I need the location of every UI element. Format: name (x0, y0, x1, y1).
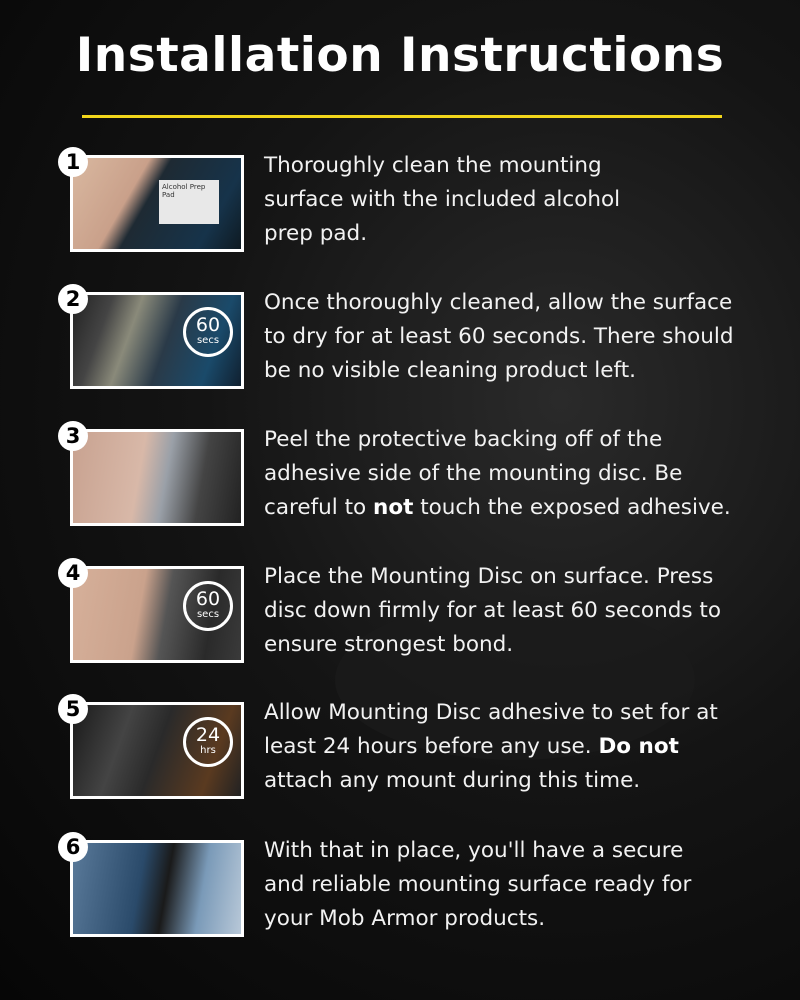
step-photo (70, 702, 244, 799)
step-4 (60, 561, 760, 676)
step-photo (70, 429, 244, 526)
step-number-badge: 4 (58, 558, 88, 588)
timer-unit: secs (196, 335, 220, 346)
timer-value: 24 (195, 724, 221, 746)
title-underline (82, 115, 722, 118)
timer-icon (183, 581, 233, 631)
timer-value: 60 (195, 588, 221, 610)
step-photo (70, 292, 244, 389)
step-2 (60, 287, 760, 402)
prep-pad-label: Alcohol Prep Pad (159, 180, 219, 224)
timer-value: 60 (195, 314, 221, 336)
step-5 (60, 697, 760, 812)
text-part: attach any mount during this time. (264, 768, 641, 793)
step-number-badge: 6 (58, 832, 88, 862)
timer-unit: secs (196, 609, 220, 620)
timer-icon (183, 717, 233, 767)
step-number-badge: 2 (58, 284, 88, 314)
step-text (264, 423, 744, 525)
timer-icon (183, 307, 233, 357)
step-photo (70, 566, 244, 663)
step-photo (70, 155, 244, 252)
step-text (264, 696, 744, 798)
step-number-badge: 5 (58, 694, 88, 724)
text-part: touch the exposed adhesive. (413, 495, 731, 520)
step-text: Place the Mounting Disc on surface. Press disc down firmly for at least 60 seconds to ensure strongest bond. (264, 564, 721, 657)
text-part: Peel the protective backing off of the adhesive side of the mounting disc. Be careful to (264, 427, 683, 520)
step-number-badge: 3 (58, 421, 88, 451)
step-1 (60, 150, 760, 265)
step-number-badge: 1 (58, 147, 88, 177)
text-emphasis: not (373, 495, 414, 520)
step-3 (60, 424, 760, 539)
text-emphasis: Do not (598, 734, 679, 759)
text-part: Allow Mounting Disc adhesive to set for at least 24 hours before any use. (264, 700, 718, 759)
step-text: Once thoroughly cleaned, allow the surface to dry for at least 60 seconds. There should be no visible cleaning product left. (264, 290, 734, 383)
step-text: With that in place, you'll have a secure and reliable mounting surface ready for your Mob Armor products. (264, 838, 692, 931)
page-title: Installation Instructions (75, 28, 725, 83)
step-text: Thoroughly clean the mounting surface with the included alcohol prep pad. (264, 153, 621, 246)
step-photo (70, 840, 244, 937)
step-6 (60, 835, 760, 950)
timer-unit: hrs (200, 745, 216, 756)
